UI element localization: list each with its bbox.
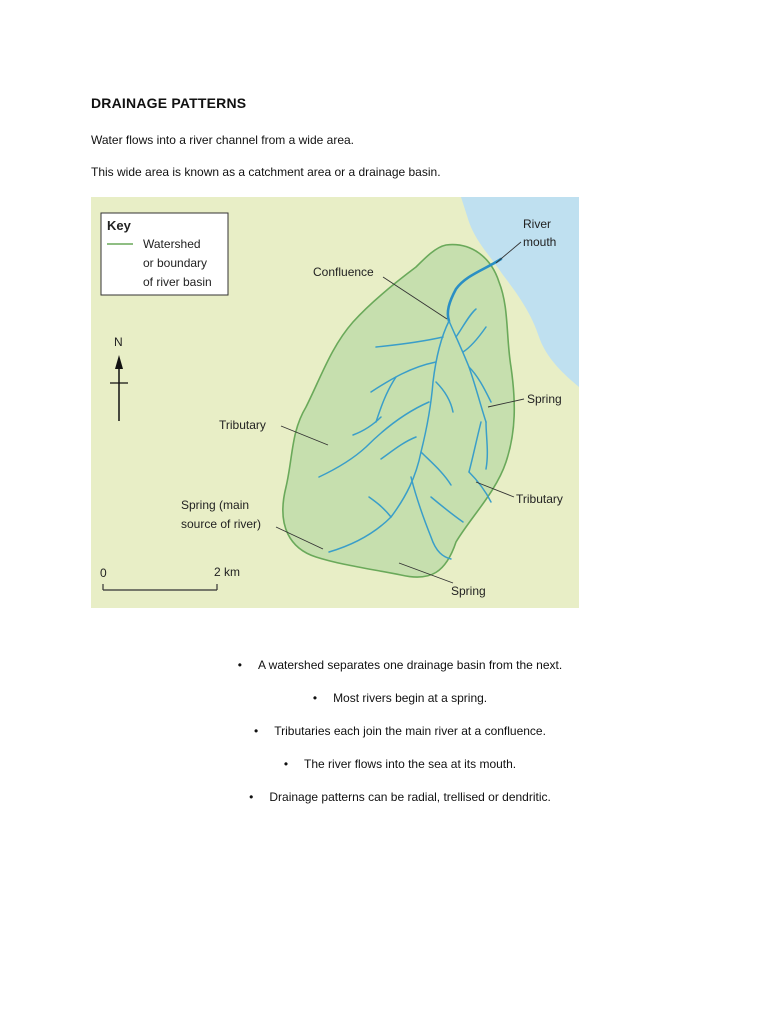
list-item	[0, 655, 768, 688]
key-line-2: or boundary	[143, 256, 208, 270]
bullet-icon: •	[254, 724, 259, 738]
list-item	[0, 754, 768, 787]
label-river-mouth-2: mouth	[523, 235, 557, 249]
label-confluence: Confluence	[313, 265, 374, 279]
label-spring-main-2: source of river)	[181, 517, 262, 531]
page-title: DRAINAGE PATTERNS	[91, 95, 247, 111]
label-tributary-west: Tributary	[219, 418, 266, 432]
list-item	[0, 721, 768, 754]
bullet-text: Tributaries each join the main river at a confluence.	[274, 724, 546, 738]
label-spring-east: Spring	[527, 392, 562, 406]
bullet-icon: •	[312, 691, 318, 705]
bullet-list	[0, 655, 768, 820]
list-item	[0, 688, 768, 721]
label-river-mouth-1: River	[523, 217, 552, 231]
label-spring-south: Spring	[451, 584, 486, 598]
drainage-basin-map	[91, 197, 579, 608]
bullet-text: The river flows into the sea at its mouth.	[304, 757, 517, 771]
key-title: Key	[107, 218, 131, 233]
bullet-icon: •	[249, 790, 254, 804]
intro-paragraph-2: This wide area is known as a catchment area or a drainage basin.	[91, 165, 441, 179]
drainage-basin-figure	[91, 197, 579, 608]
scale-end-label: 2 km	[214, 565, 241, 579]
north-label: N	[114, 335, 123, 349]
bullet-text: A watershed separates one drainage basin from the next.	[258, 658, 563, 672]
bullet-icon: •	[237, 658, 242, 672]
key-line-1: Watershed	[143, 237, 201, 251]
intro-paragraph-1: Water flows into a river channel from a wide area.	[91, 133, 354, 147]
bullet-icon: •	[283, 757, 289, 771]
bullet-text: Drainage patterns can be radial, trellised or dendritic.	[269, 790, 551, 804]
bullet-text: Most rivers begin at a spring.	[333, 691, 488, 705]
key-line-3: of river basin	[143, 275, 212, 289]
scale-start-label: 0	[100, 566, 107, 580]
label-tributary-east: Tributary	[516, 492, 563, 506]
list-item	[0, 787, 768, 820]
label-spring-main-1: Spring (main	[181, 498, 250, 512]
